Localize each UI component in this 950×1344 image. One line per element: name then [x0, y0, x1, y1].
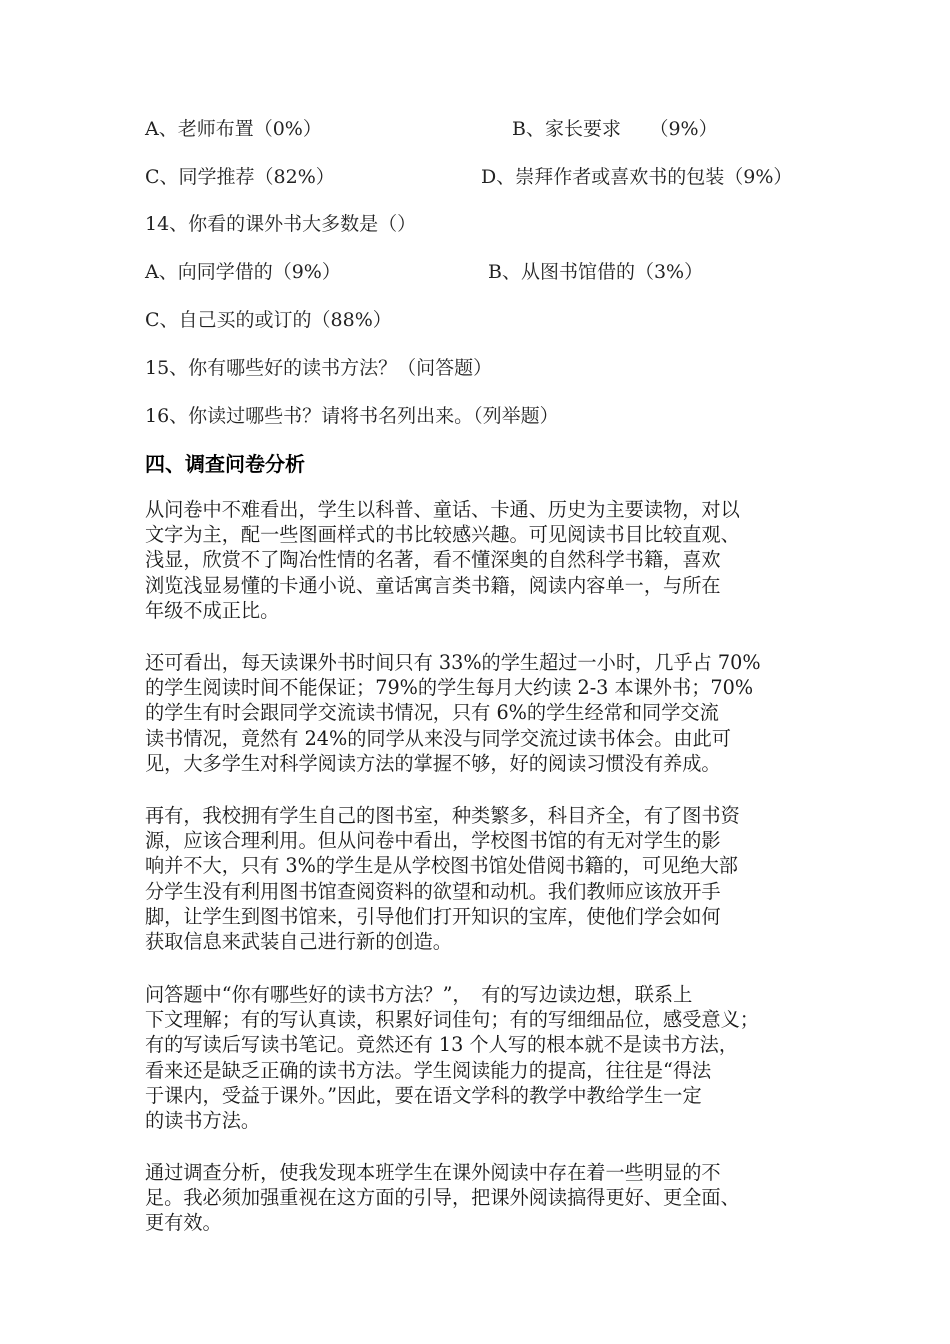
- paragraph-line: 有的写读后写读书笔记。竟然还有 13 个人写的根本就不是读书方法，: [145, 1033, 739, 1057]
- paragraph-line: 从问卷中不难看出，学生以科普、童话、卡通、历史为主要读物，对以: [145, 498, 740, 521]
- paragraph-line: 脚，让学生到图书馆来，引导他们打开知识的宝库，使他们学会如何: [145, 904, 721, 928]
- section-heading: 四、调查问卷分析: [145, 452, 305, 476]
- paragraph-line: 文字为主，配一些图画样式的书比较感兴趣。可见阅读书目比较直观、: [145, 523, 740, 547]
- paragraph-line: 看来还是缺乏正确的读书方法。学生阅读能力的提高，往往是“得法: [145, 1058, 712, 1082]
- paragraph-line: 的读书方法。: [145, 1109, 261, 1133]
- option-q13-b: B、家长要求 （9%）: [512, 118, 718, 140]
- analysis-paragraph-1: [145, 497, 825, 623]
- question-14-title: 14、你看的课外书大多数是（）: [145, 213, 417, 235]
- paragraph-line: 下文理解；有的写认真读，积累好词佳句；有的写细细品位，感受意义；: [145, 1008, 759, 1032]
- option-q14-a: A、向同学借的（9%）: [145, 261, 341, 283]
- paragraph-line: 分学生没有利用图书馆查阅资料的欲望和动机。我们教师应该放开手: [145, 879, 721, 903]
- paragraph-line: 获取信息来武装自己进行新的创造。: [145, 930, 452, 954]
- analysis-paragraph-2: [145, 650, 825, 776]
- paragraph-line: 读书情况，竟然有 24%的同学从来没与同学交流过读书体会。由此可: [145, 726, 731, 750]
- option-q14-c: C、自己买的或订的（88%）: [145, 309, 392, 331]
- option-q14-b: B、从图书馆借的（3%）: [488, 261, 704, 283]
- paragraph-line: 还可看出，每天读课外书时间只有 33%的学生超过一小时，几乎占 70%: [145, 651, 761, 674]
- analysis-paragraph-3: [145, 803, 825, 954]
- option-q13-a: A、老师布置（0%）: [145, 118, 322, 140]
- paragraph-line: 浏览浅显易懂的卡通小说、童话寓言类书籍，阅读内容单一，与所在: [145, 573, 721, 597]
- paragraph-line: 通过调查分析，使我发现本班学生在课外阅读中存在着一些明显的不: [145, 1161, 721, 1184]
- question-15-title: 15、你有哪些好的读书方法？（问答题）: [145, 357, 493, 379]
- paragraph-line: 源，应该合理利用。但从问卷中看出，学校图书馆的有无对学生的影: [145, 829, 721, 853]
- analysis-paragraph-5: [145, 1160, 825, 1236]
- paragraph-line: 更有效。: [145, 1211, 222, 1235]
- paragraph-line: 响并不大，只有 3%的学生是从学校图书馆处借阅书籍的，可见绝大部: [145, 854, 738, 878]
- question-16-title: 16、你读过哪些书？请将书名列出来。（列举题）: [145, 405, 559, 427]
- paragraph-line: 年级不成正比。: [145, 598, 280, 622]
- paragraph-line: 于课内，受益于课外。”因此，要在语文学科的教学中教给学生一定: [145, 1083, 702, 1107]
- paragraph-line: 见，大多学生对科学阅读方法的掌握不够，好的阅读习惯没有养成。: [145, 751, 721, 775]
- paragraph-line: 的学生有时会跟同学交流读书情况，只有 6%的学生经常和同学交流: [145, 701, 719, 725]
- paragraph-line: 足。我必须加强重视在这方面的引导，把课外阅读搞得更好、更全面、: [145, 1186, 740, 1210]
- paragraph-line: 问答题中“你有哪些好的读书方法？”， 有的写边读边想，联系上: [145, 983, 693, 1006]
- option-q13-d: D、崇拜作者或喜欢书的包装（9%）: [481, 166, 793, 188]
- analysis-paragraph-4: [145, 982, 825, 1133]
- option-q13-c: C、同学推荐（82%）: [145, 166, 335, 188]
- paragraph-line: 的学生阅读时间不能保证；79%的学生每月大约读 2-3 本课外书；70%: [145, 676, 754, 700]
- paragraph-line: 浅显，欣赏不了陶冶性情的名著，看不懂深奥的自然科学书籍，喜欢: [145, 548, 721, 572]
- paragraph-line: 再有，我校拥有学生自己的图书室，种类繁多，科目齐全，有了图书资: [145, 804, 740, 827]
